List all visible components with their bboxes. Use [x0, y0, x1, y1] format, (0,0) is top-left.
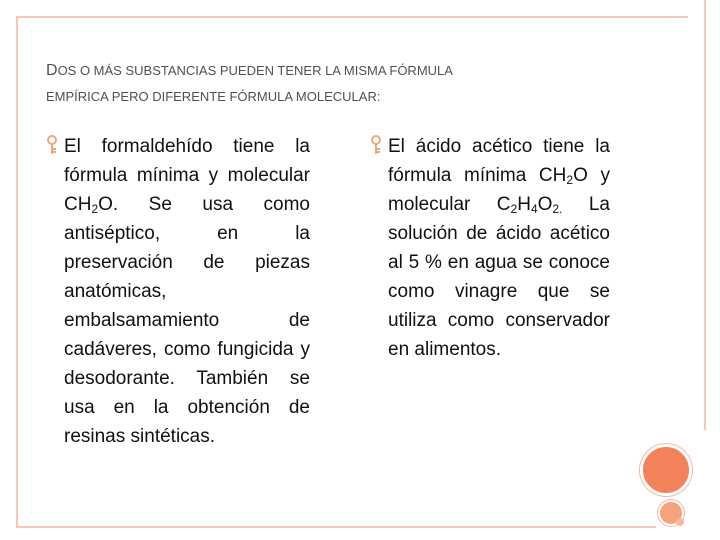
key-bullet-icon [46, 135, 58, 155]
left-column-text [64, 132, 310, 451]
right-text-c: H [517, 194, 531, 215]
title-line-2: EMPÍRICA PERO DIFERENTE FÓRMULA MOLECULAR: [46, 89, 381, 104]
right-text-e: La solución de ácido acético al 5 % en agua se conoce como vinagre que se utiliza como conservador en alimentos. [388, 194, 610, 360]
frame-top-line [16, 16, 688, 18]
decorative-circle-mini [676, 518, 684, 526]
left-column [46, 132, 310, 451]
right-sub-c: 4 [530, 202, 538, 216]
decorative-circle-large [640, 444, 692, 496]
right-text-a: El ácido acético tiene la fórmula mínima CH [388, 136, 610, 186]
title-line-1 [46, 58, 666, 84]
left-text-a: El formaldehído tiene la fórmula mínima y molecular CH [64, 136, 310, 215]
right-sub-a: 2 [566, 173, 574, 187]
key-bullet-icon [370, 135, 382, 155]
right-column-text [388, 132, 610, 364]
left-sub-a: 2 [91, 202, 99, 216]
left-text-b: O. Se usa como antiséptico, en la preservación de piezas anatómicas, embalsamamiento de cadáveres, como fungicida y desodorante. También se usa en la obtención de resinas sintéticas. [64, 194, 310, 447]
right-column [370, 132, 610, 364]
title-line-1-rest: OS O MÁS SUBSTANCIAS PUEDEN TENER LA MISMA FÓRMULA [57, 63, 453, 78]
right-text-b: O y molecular C [388, 165, 610, 215]
frame-left-line [16, 16, 18, 526]
right-text-d: O [537, 194, 553, 215]
slide-title [46, 58, 666, 110]
right-sub-b: 2 [510, 202, 518, 216]
right-sub-d: 2. [552, 202, 563, 216]
title-initial: D [46, 62, 58, 79]
frame-bottom-line [16, 526, 656, 528]
frame-right-line [704, 0, 706, 430]
